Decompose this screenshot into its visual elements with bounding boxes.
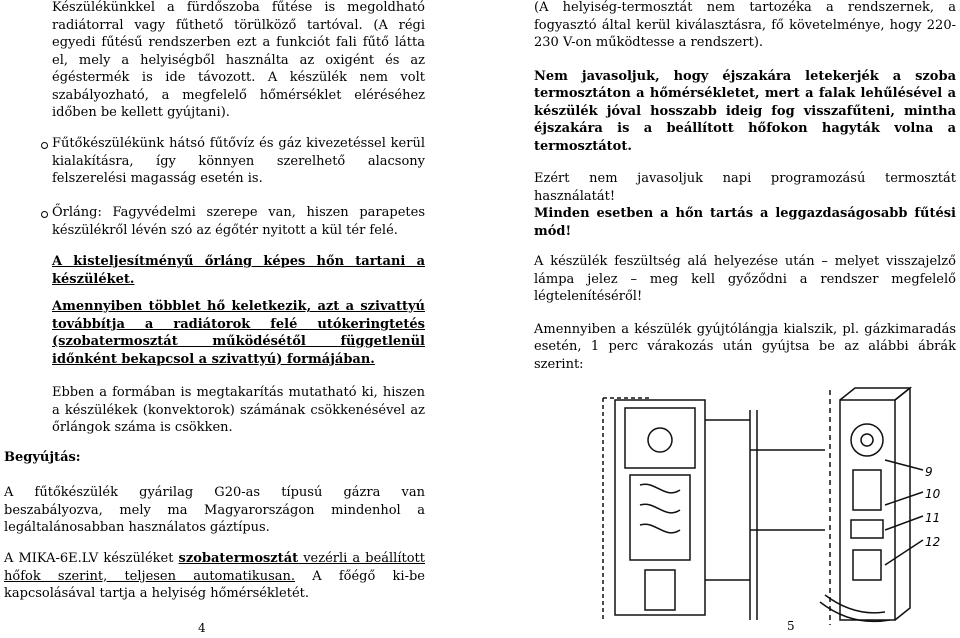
diagram-label-9: 9 <box>925 465 933 479</box>
diagram-label-10: 10 <box>925 487 941 501</box>
termosztat-note: (A helyiség-termosztát nem tartozéka a rendszernek, a fogyasztó által kerül kiválasztásra, fő követelménye, hogy 220-230 V-on működtesse a rendszert). <box>534 0 956 50</box>
bullet-text-2: Őrláng: Fagyvédelmi szerepe van, hiszen parapetes készülékről lévén szó az égőtér nyitott a kül tér felé. <box>52 205 425 238</box>
orlang-bold-block <box>52 253 425 368</box>
diagram-label-12: 12 <box>925 535 941 549</box>
legtelenites-text: A készülék feszültség alá helyezése után – melyet visszajelző lámpa jelez – meg kell győződni a rendszer megfelelő légtelenítéséről! <box>534 254 956 304</box>
ejszakai-figyelmeztetes: Nem javasoljuk, hogy éjszakára letekerjék a szoba termosztáton a hőmérsékletet, mert a falak lehűlésével a készülék jóval hosszabb ideig fog visszafűteni, mintha éjszakára is a beállított hőfokon hagyták volna a termosztátot. <box>534 68 956 154</box>
mika-text: A MIKA-6E.LV készüléket szobatermosztát vezérli a beállított hőfok szerint, teljesen automatikusan. A főégő ki-be kapcsolásával tartja a helyiség hőmérsékletét. <box>4 551 425 601</box>
szobatermosztat-bold: szobatermosztát <box>178 551 299 566</box>
bullet-dot <box>41 142 48 149</box>
gyujtolang-text: Amennyiben a készülék gyújtólángja kialszik, pl. gázkimaradás esetén, 1 perc várakozás után gyújtsa be az alábbi ábrák szerint: <box>534 321 956 372</box>
right-column <box>534 0 956 373</box>
gas-block <box>4 484 425 537</box>
begyujtas-heading <box>4 449 204 467</box>
tobblet-ho-text: Amennyiben többlet hő keletkezik, azt a szivattyú továbbítja a radiátorok felé utókeringtetés (szobatermosztát működésétől függetlenül időnként bekapcsol a szivattyú) formájában. <box>52 299 425 367</box>
napi-program-text: Ezért nem javasoljuk napi programozású termosztát használatát! <box>534 171 956 204</box>
boiler-diagram <box>585 380 945 630</box>
page-number-right: 5 <box>787 619 795 633</box>
diagram-label-11: 11 <box>925 511 941 525</box>
intro-paragraph: Készülékünkkel a fürdőszoba fűtése is megoldható radiátorral vagy fűthető törülköző tartóval. (A régi egyedi fűtésű rendszerben ezt a funkciót fali fűtő látta el, mely a helyiségből használta az oxigént és az égéstermék is ide távozott. A készülék nem volt szabályozható, a megfelelő hőmérséklet eléréséhez időben be kellett gyújtani). <box>52 0 425 120</box>
megtakaritas-text: Ebben a formában is megtakarítás mutatható ki, hiszen a készülékek (konvektorok) számának csökkenésével az őrlángok száma is csökken. <box>52 385 425 435</box>
hon-tartas-text: Minden esetben a hőn tartás a leggazdaságosabb fűtési mód! <box>534 206 956 239</box>
bullet-orlang <box>52 204 425 239</box>
gas-type-text: A fűtőkészülék gyárilag G20-as típusú gázra van beszabályozva, mely ma Magyarországon mindenhol a legáltalánosabban használatos gáztípus. <box>4 485 425 535</box>
bullet-text-1: Fűtőkészülékünk hátsó fűtővíz és gáz kivezetéssel kerül kialakításra, így könnyen szerelhető alacsony felszerelési magasság esetén is. <box>52 136 425 186</box>
bullet-hatso-kivezetes <box>52 135 425 188</box>
bullet-dot <box>41 211 48 218</box>
megtakaritas-block <box>52 384 425 437</box>
left-column <box>52 0 425 122</box>
mika-block <box>4 550 425 603</box>
section-heading-begyujtas: Begyújtás: <box>4 450 81 465</box>
kisteljesitmenyu-orlang-text: A kisteljesítményű őrláng képes hőn tartani a készüléket. <box>52 254 425 287</box>
page-number-left: 4 <box>198 621 206 635</box>
